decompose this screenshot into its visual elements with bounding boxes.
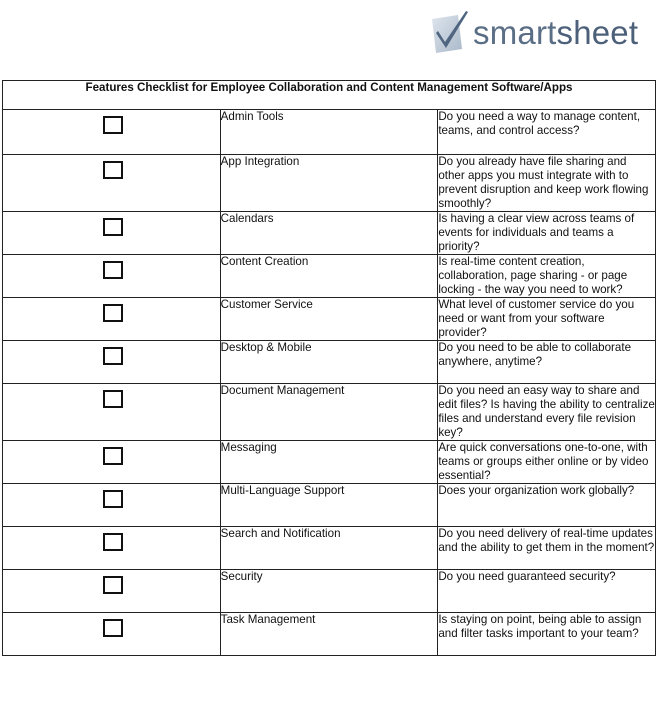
table-row (3, 155, 656, 212)
feature-name: Admin Tools (220, 110, 438, 155)
feature-question: Does your organization work globally? (438, 484, 656, 527)
checkbox-security[interactable] (103, 576, 123, 594)
checkbox-desktop-mobile[interactable] (103, 347, 123, 365)
checkbox-multi-language-support[interactable] (103, 490, 123, 508)
table-row (3, 441, 656, 484)
table-row (3, 341, 656, 384)
checkbox-messaging[interactable] (103, 447, 123, 465)
table-title-row (3, 81, 656, 110)
checkbox-app-integration[interactable] (103, 161, 123, 179)
feature-name: Customer Service (220, 298, 438, 341)
feature-name: App Integration (220, 155, 438, 212)
table-row (3, 484, 656, 527)
checkbox-customer-service[interactable] (103, 304, 123, 322)
feature-question: Is real-time content creation, collaboration, page sharing - or page locking - the way you need to work? (438, 255, 656, 298)
feature-name: Desktop & Mobile (220, 341, 438, 384)
table-row (3, 110, 656, 155)
feature-question: Do you need an easy way to share and edit files? Is having the ability to centralize files and understand every file revision key? (438, 384, 655, 439)
checkbox-calendars[interactable] (103, 218, 123, 236)
table-title: Features Checklist for Employee Collaboration and Content Management Software/Apps (3, 81, 656, 110)
checkmark-logo-icon (428, 9, 472, 55)
feature-name: Multi-Language Support (220, 484, 438, 527)
feature-name: Task Management (220, 613, 438, 656)
feature-name: Security (220, 570, 438, 613)
feature-question: What level of customer service do you need or want from your software provider? (438, 298, 656, 341)
checkbox-task-management[interactable] (103, 619, 123, 637)
table-row (3, 570, 656, 613)
checkbox-search-notification[interactable] (103, 533, 123, 551)
feature-name: Document Management (220, 384, 438, 441)
table-row (3, 255, 656, 298)
table-row (3, 527, 656, 570)
feature-name: Messaging (220, 441, 438, 484)
feature-question: Is having a clear view across teams of events for individuals and teams a priority? (438, 212, 656, 255)
table-row (3, 298, 656, 341)
feature-question: Is staying on point, being able to assign and filter tasks important to your team? (438, 613, 656, 656)
feature-question: Do you need to be able to collaborate anywhere, anytime? (438, 341, 656, 384)
checkbox-admin-tools[interactable] (103, 116, 123, 134)
feature-name: Calendars (220, 212, 438, 255)
feature-question: Do you need guaranteed security? (438, 570, 656, 613)
feature-name: Search and Notification (220, 527, 438, 570)
features-checklist-table (2, 80, 656, 656)
feature-name: Content Creation (220, 255, 438, 298)
logo-word-sheet: sheet (556, 14, 639, 51)
logo-wordmark (473, 14, 638, 52)
feature-question: Do you need delivery of real-time updates and the ability to get them in the moment? (438, 527, 656, 570)
feature-question: Do you already have file sharing and other apps you must integrate with to prevent disruption and keep work flowing smoothly? (438, 155, 656, 212)
table-row (3, 613, 656, 656)
checkbox-content-creation[interactable] (103, 261, 123, 279)
checkbox-document-management[interactable] (103, 390, 123, 408)
feature-question: Are quick conversations one-to-one, with teams or groups either online or by video essential? (438, 441, 656, 484)
table-row (3, 384, 656, 441)
table-row (3, 212, 656, 255)
smartsheet-logo (428, 8, 638, 56)
logo-word-smart: smart (473, 14, 557, 51)
feature-question: Do you need a way to manage content, teams, and control access? (438, 110, 656, 155)
